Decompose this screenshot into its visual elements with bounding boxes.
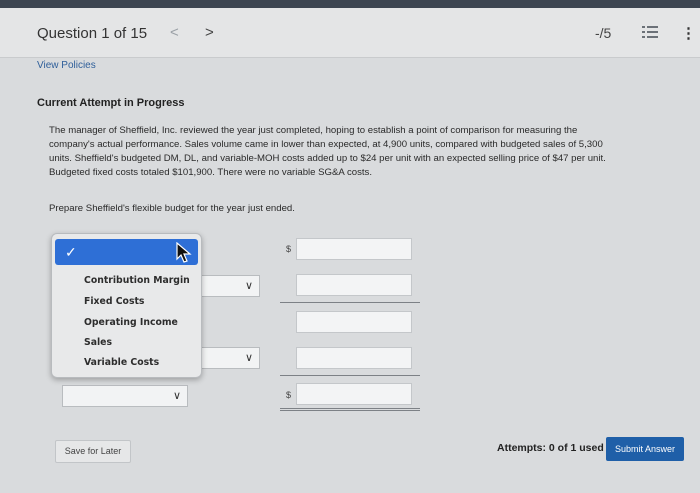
- dropdown-option[interactable]: Sales: [84, 337, 112, 348]
- problem-line: units. Sheffield's budgeted DM, DL, and variable-MOH costs added up to $24 per unit with an expected selling price of $47 per unit.: [49, 153, 606, 164]
- problem-line: Budgeted fixed costs totaled $101,900. There were no variable SG&A costs.: [49, 167, 373, 178]
- question-list-icon[interactable]: [642, 25, 658, 39]
- check-icon: ✓: [65, 244, 77, 260]
- row2-amount-input[interactable]: [296, 274, 412, 296]
- save-for-later-button[interactable]: Save for Later: [55, 440, 131, 463]
- row5-amount-input[interactable]: [296, 383, 412, 405]
- chevron-down-icon: ∨: [244, 280, 253, 292]
- label-dropdown-menu[interactable]: [51, 233, 202, 378]
- dropdown-option[interactable]: Operating Income: [84, 317, 178, 328]
- previous-question-button[interactable]: <: [170, 24, 179, 41]
- task-prompt: Prepare Sheffield's flexible budget for the year just ended.: [49, 203, 295, 214]
- problem-line: company's actual performance. Sales volume came in lower than expected, at 4,900 units, compared with budgeted sales of 5,300: [49, 139, 603, 150]
- submit-answer-button[interactable]: Submit Answer: [606, 437, 684, 461]
- view-policies-link[interactable]: View Policies: [37, 60, 96, 71]
- mouse-cursor-icon: [175, 242, 193, 264]
- chevron-down-icon: ∨: [172, 390, 181, 402]
- dropdown-option[interactable]: Variable Costs: [84, 357, 160, 368]
- score-display: -/5: [595, 25, 612, 41]
- chevron-down-icon: ∨: [244, 352, 253, 364]
- dropdown-option[interactable]: Fixed Costs: [84, 296, 145, 307]
- total-double-rule: [280, 408, 420, 411]
- next-question-button[interactable]: >: [205, 24, 214, 41]
- row1-amount-input[interactable]: [296, 238, 412, 260]
- problem-line: The manager of Sheffield, Inc. reviewed the year just completed, hoping to establish a point of comparison for measuring the: [49, 125, 578, 136]
- row3-amount-input[interactable]: [296, 311, 412, 333]
- attempt-heading: Current Attempt in Progress: [37, 97, 185, 109]
- subtotal-rule: [280, 302, 420, 303]
- dropdown-option[interactable]: Contribution Margin: [84, 275, 190, 286]
- question-header: [0, 8, 700, 58]
- row4-amount-input[interactable]: [296, 347, 412, 369]
- problem-statement: [49, 124, 679, 180]
- dollar-sign: $: [286, 390, 292, 400]
- question-counter: Question 1 of 15: [37, 25, 148, 42]
- top-bar: [0, 0, 700, 8]
- row5-label-select[interactable]: [62, 385, 188, 407]
- dollar-sign: $: [286, 244, 292, 254]
- subtotal-rule: [280, 375, 420, 376]
- selected-option[interactable]: [55, 239, 198, 265]
- more-options-icon[interactable]: ⋮: [681, 25, 696, 42]
- attempts-counter: Attempts: 0 of 1 used: [497, 442, 604, 454]
